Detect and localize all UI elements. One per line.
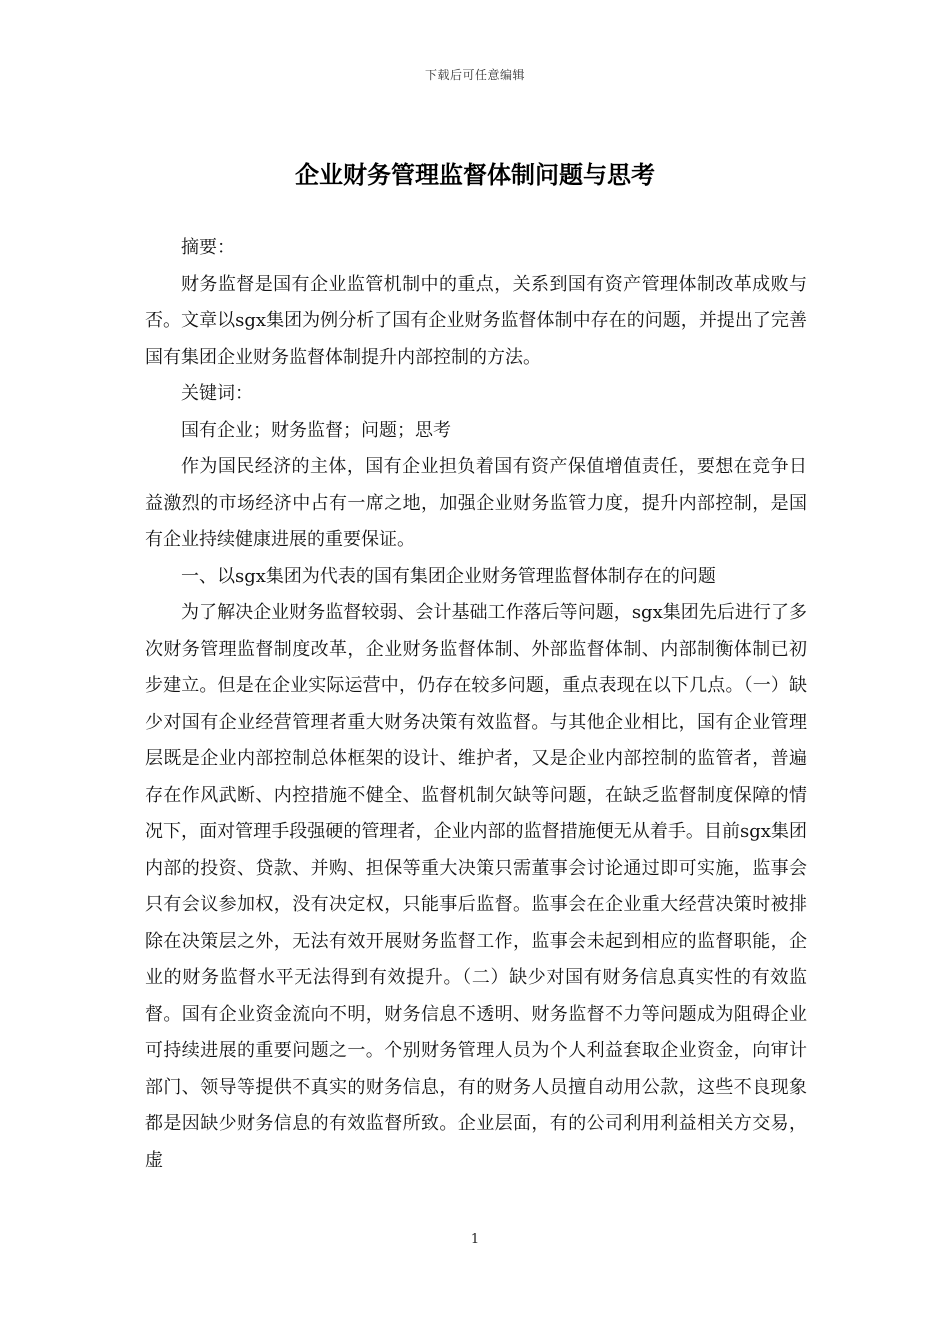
- page-header-note: 下载后可任意编辑: [424, 68, 525, 82]
- section-heading: 一、以sgx集团为代表的国有集团企业财务管理监督体制存在的问题: [181, 565, 716, 587]
- document-title: 企业财务管理监督体制问题与思考: [295, 160, 655, 189]
- page-number: 1: [470, 1232, 480, 1247]
- keywords-label: 关键词：: [181, 383, 253, 404]
- intro-paragraph: 作为国民经济的主体，国有企业担负着国有资产保值增值责任，要想在竞争日益激烈的市场经济中占有一席之地，加强企业财务监管力度，提升内部控制，是国有企业持续健康进展的重要保证。: [145, 456, 807, 550]
- abstract-paragraph: 财务监督是国有企业监管机制中的重点，关系到国有资产管理体制改革成败与否。文章以sgx集团为例分析了国有企业财务监督体制中存在的问题，并提出了完善国有集团企业财务监督体制提升内部控制的方法。: [145, 273, 807, 368]
- keywords-paragraph: 国有企业；财务监督；问题；思考: [181, 419, 451, 441]
- section-paragraph: 为了解决企业财务监督较弱、会计基础工作落后等问题，sgx集团先后进行了多次财务管理监督制度改革，企业财务监督体制、外部监督体制、内部制衡体制已初步建立。但是在企业实际运营中，仍存在较多问题，重点表现在以下几点。（一）缺少对国有企业经营管理者重大财务决策有效监督。与其他企业相比，国有企业管理层既是企业内部控制总体框架的设计、维护者，又是企业内部控制的监管者，普遍存在作风武断、内控措施不健全、监督机制欠缺等问题，在缺乏监督制度保障的情况下，面对管理手段强硬的管理者，企业内部的监督措施便无从着手。目前sgx集团内部的投资、贷款、并购、担保等重大决策只需董事会讨论通过即可实施，监事会只有会议参加权，没有决定权，只能事后监督。监事会在企业重大经营决策时被排除在决策层之外，无法有效开展财务监督工作，监事会未起到相应的监督职能，企业的财务监督水平无法得到有效提升。（二）缺少对国有财务信息真实性的有效监督。国有企业资金流向不明，财务信息不透明、财务监督不力等问题成为阻碍企业可持续进展的重要问题之一。个别财务管理人员为个人利益套取企业资金，向审计部门、领导等提供不真实的财务信息，有的财务人员擅自动用公款，这些不良现象都是因缺少财务信息的有效监督所致。企业层面，有的公司利用利益相关方交易，虚: [145, 602, 807, 1171]
- document-body: [145, 230, 807, 1179]
- abstract-label: 摘要：: [181, 237, 235, 258]
